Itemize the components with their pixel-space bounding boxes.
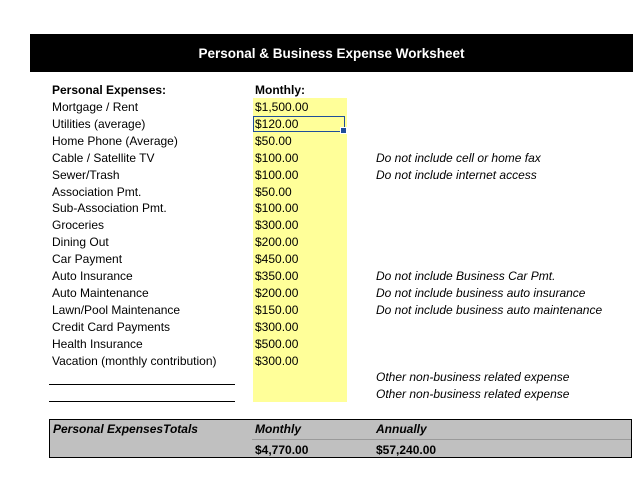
- expense-label[interactable]: Cable / Satellite TV: [52, 150, 155, 165]
- expense-note[interactable]: Do not include internet access: [376, 167, 537, 182]
- expense-label[interactable]: Utilities (average): [52, 116, 146, 131]
- expense-label[interactable]: Lawn/Pool Maintenance: [52, 302, 181, 317]
- table-row: [52, 353, 632, 370]
- expense-amount[interactable]: $500.00: [255, 336, 299, 351]
- expense-amount[interactable]: $100.00: [255, 150, 299, 165]
- expense-amount[interactable]: $50.00: [255, 184, 292, 199]
- fill-handle[interactable]: [340, 127, 347, 134]
- expense-label[interactable]: Sub-Association Pmt.: [52, 201, 167, 216]
- expense-note[interactable]: Do not include Business Car Pmt.: [376, 269, 556, 283]
- table-row: [52, 133, 632, 150]
- column-header-row: [52, 82, 632, 99]
- blank-expense-line[interactable]: [49, 384, 235, 385]
- expense-amount[interactable]: $120.00: [255, 116, 299, 131]
- table-row: [52, 302, 632, 319]
- selected-cell[interactable]: [253, 116, 345, 132]
- expense-amount[interactable]: $200.00: [255, 235, 299, 250]
- expense-amount[interactable]: $300.00: [255, 353, 299, 368]
- expense-note[interactable]: Do not include cell or home fax: [376, 150, 541, 165]
- expense-amount[interactable]: $1,500.00: [255, 100, 309, 114]
- monthly-header[interactable]: Monthly:: [255, 83, 305, 97]
- expense-label[interactable]: Sewer/Trash: [52, 167, 120, 182]
- expense-amount[interactable]: $450.00: [255, 252, 299, 267]
- expense-note[interactable]: Do not include business auto insurance: [376, 285, 586, 300]
- table-row: [52, 99, 632, 116]
- expense-label[interactable]: Dining Out: [52, 235, 109, 250]
- table-row: [52, 184, 632, 201]
- expense-label[interactable]: Credit Card Payments: [52, 319, 171, 334]
- totals-annually-value[interactable]: $57,240.00: [376, 443, 437, 457]
- table-row: [52, 167, 632, 184]
- table-row: [52, 336, 632, 353]
- expense-label[interactable]: Car Payment: [52, 252, 123, 267]
- table-row: [52, 319, 632, 336]
- table-row: [52, 217, 632, 234]
- worksheet-title[interactable]: Personal & Business Expense Worksheet: [30, 34, 633, 72]
- expense-label[interactable]: Mortgage / Rent: [52, 100, 139, 114]
- personal-expenses-header[interactable]: Personal Expenses:: [52, 83, 167, 97]
- expense-label[interactable]: Vacation (monthly contribution): [52, 353, 217, 368]
- table-row: [52, 251, 632, 268]
- expense-amount[interactable]: $300.00: [255, 319, 299, 334]
- expense-amount[interactable]: $300.00: [255, 218, 299, 233]
- table-row: [52, 200, 632, 217]
- expense-amount[interactable]: $350.00: [255, 269, 299, 283]
- expense-label[interactable]: Groceries: [52, 218, 105, 233]
- expense-amount[interactable]: $100.00: [255, 201, 299, 216]
- table-row: [52, 234, 632, 251]
- expense-amount[interactable]: $150.00: [255, 302, 299, 317]
- expense-note[interactable]: Do not include business auto maintenance: [376, 302, 603, 317]
- totals-monthly-label[interactable]: Monthly: [255, 422, 301, 436]
- expense-label[interactable]: Health Insurance: [52, 336, 143, 351]
- table-row: [52, 285, 632, 302]
- expense-amount[interactable]: $50.00: [255, 133, 292, 148]
- expense-amount[interactable]: $200.00: [255, 285, 299, 300]
- expense-label[interactable]: Auto Maintenance: [52, 285, 149, 300]
- expense-label[interactable]: Association Pmt.: [52, 184, 142, 199]
- totals-divider: [252, 439, 631, 440]
- expense-label[interactable]: Auto Insurance: [52, 269, 133, 283]
- totals-annually-label[interactable]: Annually: [376, 422, 427, 436]
- expense-amount[interactable]: $100.00: [255, 167, 299, 182]
- blank-expense-line[interactable]: [49, 401, 235, 402]
- totals-section: [49, 419, 632, 458]
- extra-note[interactable]: Other non-business related expense: [376, 370, 570, 384]
- totals-monthly-value[interactable]: $4,770.00: [255, 443, 309, 457]
- table-row: [52, 268, 632, 285]
- table-row: [52, 150, 632, 167]
- expense-label[interactable]: Home Phone (Average): [52, 133, 178, 148]
- extra-note[interactable]: Other non-business related expense: [376, 387, 570, 401]
- totals-label[interactable]: Personal ExpensesTotals: [53, 422, 198, 436]
